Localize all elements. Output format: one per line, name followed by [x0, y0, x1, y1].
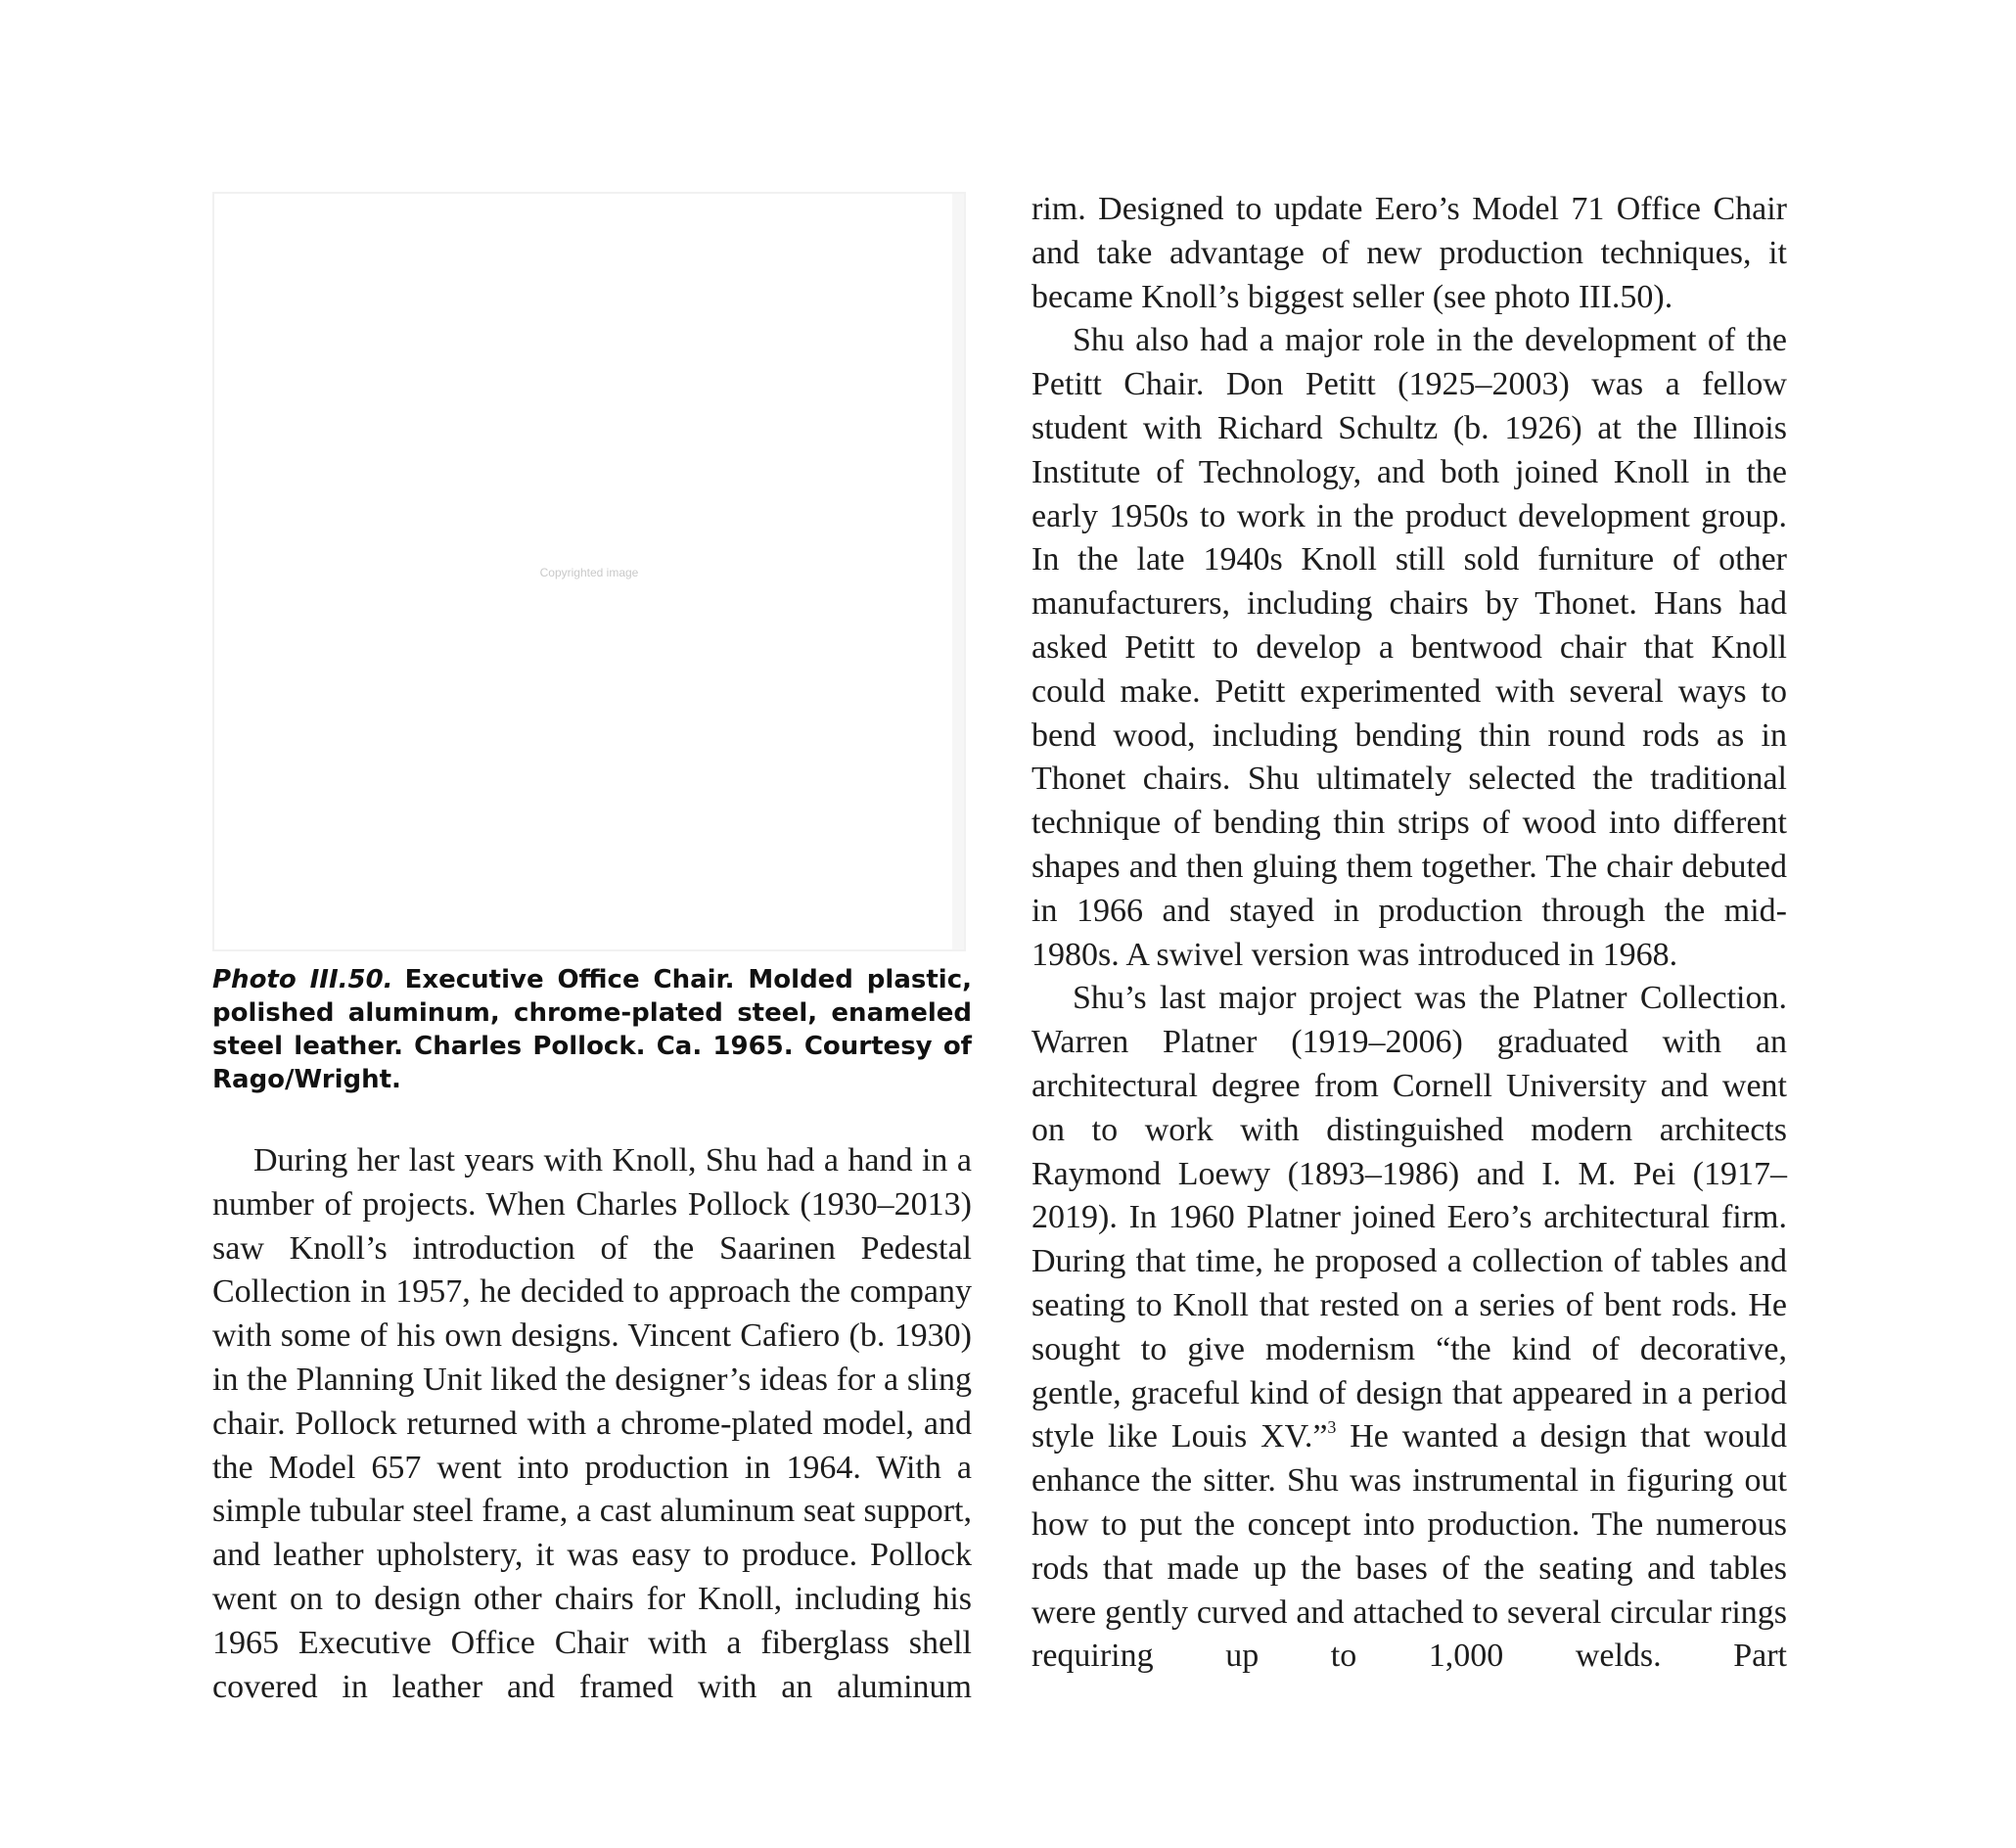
- copyright-watermark: Copyrighted image: [539, 566, 639, 579]
- paragraph-text: He wanted a design that would enhance the sitter. Shu was instrumental in figuring out how to put the concept into production. The numerous rods that made up the bases of the seating and tables were gently curved and attached to several circular rings requiring up to 1,000 welds. Part: [1031, 1418, 1787, 1675]
- figure-caption-text: Executive Office Chair. Molded plastic, polished aluminum, chrome-plated steel, enameled steel leather. Charles Pollock. Ca. 1965. Courtesy of Rago/Wright.: [212, 965, 972, 1094]
- figure-caption: [212, 963, 972, 1096]
- right-column: [1031, 188, 1787, 1679]
- body-paragraph: During her last years with Knoll, Shu had a hand in a number of projects. When Charles Pollock (1930–2013) saw Knoll’s introduction of the Saarinen Pedestal Collection in 1957, he decided to approach the company with some of his own designs. Vincent Cafiero (b. 1930) in the Planning Unit liked the designer’s ideas for a sling chair. Pollock returned with a chrome-plated model, and the Model 657 went into production in 1964. With a simple tubular steel frame, a cast aluminum seat support, and leather upholstery, it was easy to produce. Pollock went on to design other chairs for Knoll, including his 1965 Executive Office Chair with a fiberglass shell covered in leather and framed with an aluminum: [212, 1142, 972, 1705]
- left-column: [212, 192, 972, 1709]
- body-paragraph-continued: rim. Designed to update Eero’s Model 71 Office Chair and take advantage of new production techniques, it became Knoll’s biggest seller (see photo III.50).: [1031, 191, 1787, 315]
- figure-image-placeholder: [212, 192, 966, 951]
- footnote-marker[interactable]: 3: [1327, 1417, 1337, 1438]
- left-column-text: [212, 1139, 972, 1709]
- body-paragraph: [1031, 977, 1787, 1679]
- body-paragraph: Shu also had a major role in the development of the Petitt Chair. Don Petitt (1925–2003) was a fellow student with Richard Schultz (b. 1926) at the Illinois Institute of Technology, and both joined Knoll in the early 1950s to work in the product development group. In the late 1940s Knoll still sold furniture of other manufacturers, including chairs by Thonet. Hans had asked Petitt to develop a bentwood chair that Knoll could make. Petitt experimented with several ways to bend wood, including bending thin round rods as in Thonet chairs. Shu ultimately selected the traditional technique of bending thin strips of wood into different shapes and then gluing them together. The chair debuted in 1966 and stayed in production through the mid-1980s. A swivel version was introduced in 1968.: [1031, 322, 1787, 973]
- figure-label: Photo III.50.: [212, 965, 393, 994]
- paragraph-text: Shu’s last major project was the Platner Collection. Warren Platner (1919–2006) graduated with an architectural degree from Cornell University and went on to work with distinguished modern architects Raymond Loewy (1893–1986) and I. M. Pei (1917–2019). In 1960 Platner joined Eero’s architectural firm. During that time, he proposed a collection of tables and seating to Knoll that rested on a series of bent rods. He sought to give modernism “the kind of decorative, gentle, graceful kind of design that appeared in a period style like Louis XV.”: [1031, 980, 1787, 1455]
